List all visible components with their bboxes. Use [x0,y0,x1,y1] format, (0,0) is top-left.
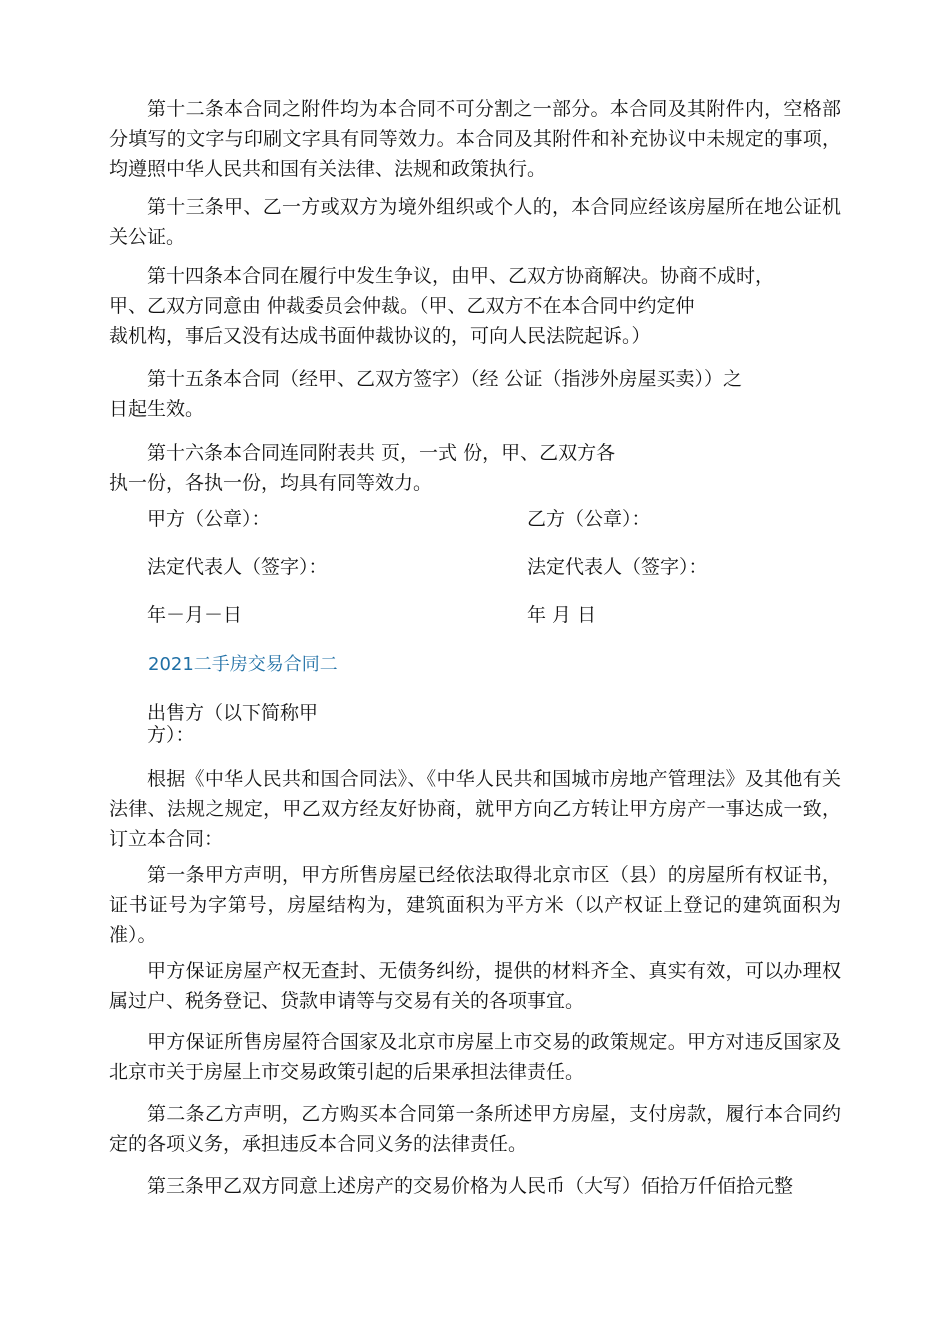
article-14-line-3: 裁机构，事后又没有达成书面仲裁协议的，可向人民法院起诉。） [109,325,651,347]
article-13: 第十三条甲、乙一方或双方为境外组织或个人的，本合同应经该房屋所在地公证机关公证。 [109,196,841,248]
article-16-line-2: 执一份，各执一份，均具有同等效力。 [109,472,433,494]
party-b-representative: 法定代表人（签字）： [527,556,708,578]
party-b-seal: 乙方（公章）： [527,508,651,530]
article-2: 第二条乙方声明，乙方购买本合同第一条所述甲方房屋，支付房款，履行本合同约定的各项义务，承担违反本合同义务的法律责任。 [109,1103,841,1155]
article-1: 第一条甲方声明，甲方所售房屋已经依法取得北京市区（县）的房屋所有权证书，证书证号为字第号，房屋结构为，建筑面积为平方米（以产权证上登记的建筑面积为准）。 [109,864,841,946]
preamble: 根据《中华人民共和国合同法》、《中华人民共和国城市房地产管理法》及其他有关法律、法规之规定，甲乙双方经友好协商，就甲方向乙方转让甲方房产一事达成一致，订立本合同： [109,768,841,850]
article-15-line-1: 第十五条本合同（经甲、乙双方签字）（经 公证（指涉外房屋买卖））之 [147,368,743,390]
seller-line-2: 方）： [147,724,195,746]
article-3: 第三条甲乙双方同意上述房产的交易价格为人民币（大写）佰拾万仟佰拾元整 [147,1175,794,1197]
article-12: 第十二条本合同之附件均为本合同不可分割之一部分。本合同及其附件内，空格部分填写的文字与印刷文字具有同等效力。本合同及其附件和补充协议中未规定的事项，均遵照中华人民共和国有关法律、法规和政策执行。 [109,98,841,180]
article-16-line-1: 第十六条本合同连同附表共 页，一式 份，甲、乙双方各 [147,442,616,464]
party-a-date: 年－月－日 [147,604,243,626]
party-a-representative: 法定代表人（签字）： [147,556,328,578]
section-heading: 2021二手房交易合同二 [148,654,338,675]
article-15-line-2: 日起生效。 [109,398,205,420]
party-a-seal: 甲方（公章）： [147,508,271,530]
article-14-line-1: 第十四条本合同在履行中发生争议，由甲、乙双方协商解决。协商不成时， [147,265,775,287]
party-b-date: 年 月 日 [527,604,597,626]
guarantee-2: 甲方保证所售房屋符合国家及北京市房屋上市交易的政策规定。甲方对违反国家及北京市关于房屋上市交易政策引起的后果承担法律责任。 [109,1031,841,1083]
seller-line-1: 出售方（以下简称甲 [147,702,319,724]
article-14-line-2: 甲、乙双方同意由 仲裁委员会仲裁。（甲、乙双方不在本合同中约定仲 [109,295,695,317]
guarantee-1: 甲方保证房屋产权无查封、无债务纠纷，提供的材料齐全、真实有效，可以办理权属过户、税务登记、贷款申请等与交易有关的各项事宜。 [109,960,841,1012]
